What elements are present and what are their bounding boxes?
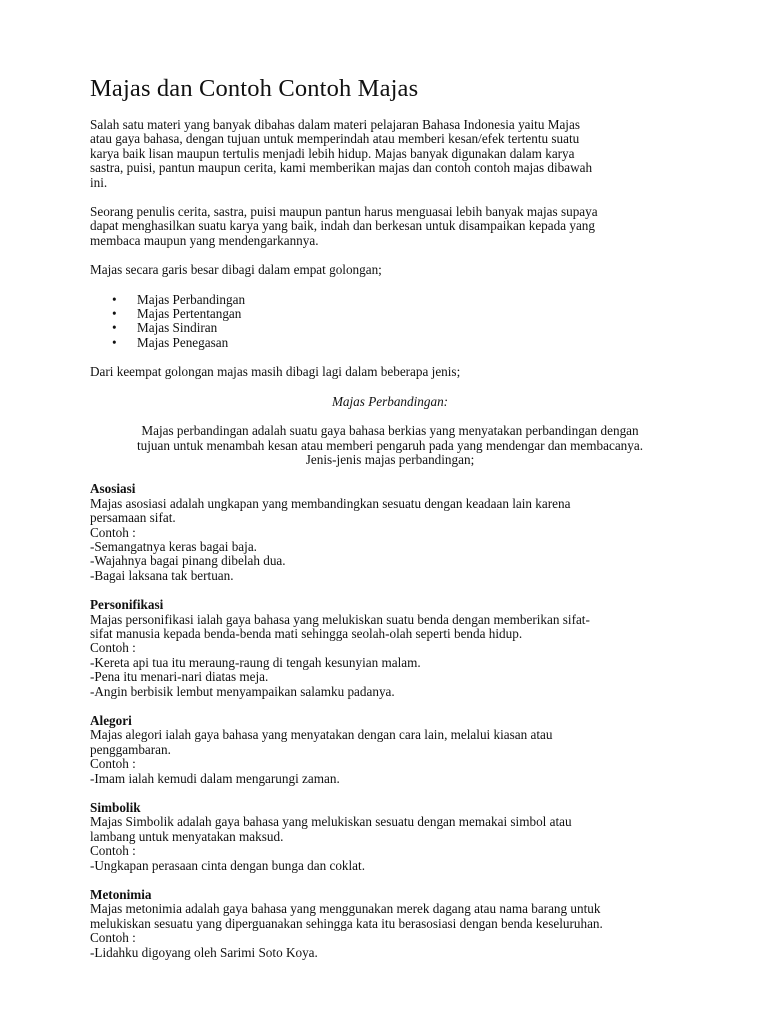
text-line: Contoh : [90, 843, 136, 859]
text-line: Majas asosiasi adalah ungkapan yang membandingkan sesuatu dengan keadaan lain karena [90, 495, 571, 511]
entry-heading: Metonimia [90, 887, 152, 903]
text-line: Contoh : [90, 640, 136, 656]
document-content [90, 74, 690, 960]
text-line: Majas alegori ialah gaya bahasa yang menyatakan dengan cara lain, melalui kiasan atau [90, 727, 553, 743]
text-line: ini. [90, 174, 108, 190]
list-item-label: Majas Penegasan [137, 334, 229, 350]
text-line: Majas perbandingan adalah suatu gaya bahasa berkias yang menyatakan perbandingan dengan [141, 423, 639, 439]
text-line: -Bagai laksana tak bertuan. [90, 567, 234, 583]
entry-body [90, 902, 690, 960]
third-paragraph: Majas secara garis besar dibagi dalam empat golongan; [90, 262, 382, 278]
text-line: karya baik lisan maupun tertulis menjadi lebih hidup. Majas banyak digunakan dalam karya [90, 145, 575, 161]
bullet-icon: • [112, 334, 117, 350]
text-line: -Imam ialah kemudi dalam mengarungi zaman. [90, 770, 340, 786]
second-paragraph [90, 205, 690, 248]
text-line: Majas Simbolik adalah gaya bahasa yang melukiskan sesuatu dengan memakai simbol atau [90, 814, 572, 830]
text-line: Contoh : [90, 756, 136, 772]
text-line: lambang untuk menyatakan maksud. [90, 828, 284, 844]
majas-entry-alegori [90, 714, 690, 786]
bullet-icon: • [112, 320, 117, 336]
bullet-icon: • [112, 291, 117, 307]
text-line: Contoh : [90, 930, 136, 946]
text-line: -Angin berbisik lembut menyampaikan salamku padanya. [90, 683, 395, 699]
text-line: Jenis-jenis majas perbandingan; [305, 451, 475, 467]
text-line: persamaan sifat. [90, 510, 176, 526]
text-line: Seorang penulis cerita, sastra, puisi maupun pantun harus menguasai lebih banyak majas supaya [90, 204, 598, 220]
text-line: atau gaya bahasa, dengan tujuan untuk memperindah atau memberi kesan/efek tertentu suatu [90, 131, 580, 147]
golongan-list [90, 293, 690, 351]
list-item [90, 321, 690, 335]
intro-paragraph [90, 118, 690, 190]
text-line: -Ungkapan perasaan cinta dengan bunga dan coklat. [90, 857, 365, 873]
text-line: penggambaran. [90, 741, 171, 757]
text-line: sifat manusia kepada benda-benda mati sehingga seolah-olah seperti benda hidup. [90, 625, 523, 641]
bullet-icon: • [112, 306, 117, 322]
text-line: -Lidahku digoyang oleh Sarimi Soto Koya. [90, 944, 318, 960]
list-item [90, 336, 690, 350]
majas-entry-metonimia [90, 888, 690, 960]
entry-heading: Alegori [90, 713, 132, 728]
text-line: membaca maupun yang mendengarkannya. [90, 232, 319, 248]
majas-entry-simbolik [90, 801, 690, 873]
entry-body [90, 613, 690, 699]
section-heading: Majas Perbandingan: [331, 393, 449, 409]
document-title: Majas dan Contoh Contoh Majas [90, 75, 419, 102]
majas-entry-personifikasi [90, 598, 690, 699]
text-line: sastra, puisi, pantun maupun cerita, kami memberikan majas dan contoh contoh majas dibawah [90, 160, 593, 176]
text-line: Majas personifikasi ialah gaya bahasa yang melukiskan suatu benda dengan memberikan sifat- [90, 611, 590, 627]
entry-heading: Simbolik [90, 800, 141, 816]
text-line: -Pena itu menari-nari diatas meja. [90, 669, 269, 685]
entry-body [90, 497, 690, 583]
list-item-label: Majas Perbandingan [137, 291, 246, 307]
text-line: dapat menghasilkan suatu karya yang baik, indah dan berkesan untuk disampaikan kepada yang [90, 218, 595, 234]
text-line: Salah satu materi yang banyak dibahas dalam materi pelajaran Bahasa Indonesia yaitu Majas [90, 117, 580, 132]
entry-heading: Asosiasi [90, 481, 136, 497]
text-line: -Wajahnya bagai pinang dibelah dua. [90, 553, 286, 569]
majas-entry-asosiasi [90, 482, 690, 583]
list-item-label: Majas Pertentangan [137, 306, 242, 322]
text-line: -Kereta api tua itu meraung-raung di tengah kesunyian malam. [90, 654, 421, 670]
text-line: Contoh : [90, 524, 136, 540]
entry-heading: Personifikasi [90, 597, 164, 613]
text-line: Majas metonimia adalah gaya bahasa yang menggunakan merek dagang atau nama barang untuk [90, 901, 601, 917]
fourth-paragraph: Dari keempat golongan majas masih dibagi lagi dalam beberapa jenis; [90, 364, 461, 380]
entry-body [90, 728, 690, 786]
section-description [90, 424, 690, 467]
text-line: -Semangatnya keras bagai baja. [90, 538, 257, 554]
list-item-label: Majas Sindiran [137, 320, 218, 336]
entry-body [90, 815, 690, 873]
list-item [90, 307, 690, 321]
text-line: melukiskan sesuatu yang diperguanakan sehingga kata itu berasosiasi dengan benda keseluruhan. [90, 915, 603, 931]
text-line: tujuan untuk menambah kesan atau memberi pengaruh pada yang mendengar dan membacanya. [136, 437, 644, 453]
list-item [90, 293, 690, 307]
